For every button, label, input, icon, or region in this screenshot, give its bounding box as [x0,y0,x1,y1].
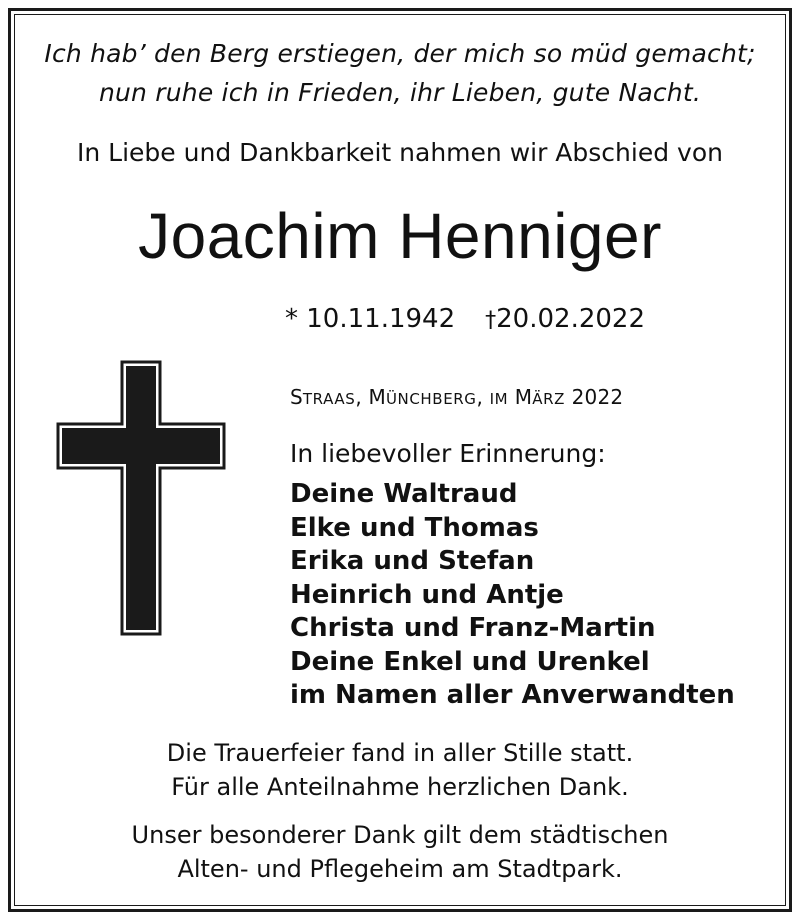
funeral-notice-line-1: Die Trauerfeier fand in aller Stille statt. [166,739,634,767]
verse [0,34,800,112]
birth-date: 10.11.1942 [306,304,456,334]
mourner-item: Erika und Stefan [290,546,535,576]
thanks-notice-line-1: Unser besonderer Dank gilt dem städtischen [131,821,669,849]
death-date: 20.02.2022 [496,304,646,334]
mourner-item: im Namen aller Anverwandten [290,680,735,710]
memory-line: In liebevoller Erinnerung: [290,439,606,468]
mourner-item: Elke und Thomas [290,512,539,543]
mourner-item: Heinrich und Antje [290,579,564,610]
funeral-notice-line-2: Für alle Anteilnahme herzlichen Dank. [171,773,629,801]
funeral-notice [0,736,800,804]
mourner-item: Christa und Franz-Martin [290,613,656,643]
deceased-name: Joachim Henniger [138,200,662,272]
verse-line-2: nun ruhe ich in Frieden, ihr Lieben, gute Nacht. [98,78,702,107]
christian-cross-icon [56,360,226,636]
death-symbol: † [485,308,497,333]
mourner-item: Deine Waltraud [290,479,518,509]
thanks-notice-line-2: Alten- und Pflegeheim am Stadtpark. [177,855,623,883]
mourner-item: Deine Enkel und Urenkel [290,646,650,677]
mourners-list [290,478,790,713]
verse-line-1: Ich hab’ den Berg erstiegen, der mich so müd gemacht; [44,39,756,68]
intro-text: In Liebe und Dankbarkeit nahmen wir Abschied von [77,138,723,167]
birth-symbol: * [285,304,298,334]
thanks-notice [0,818,800,886]
life-dates [285,302,645,338]
place-and-date: STRAAS, MÜNCHBERG, IM MÄRZ 2022 [290,385,624,409]
